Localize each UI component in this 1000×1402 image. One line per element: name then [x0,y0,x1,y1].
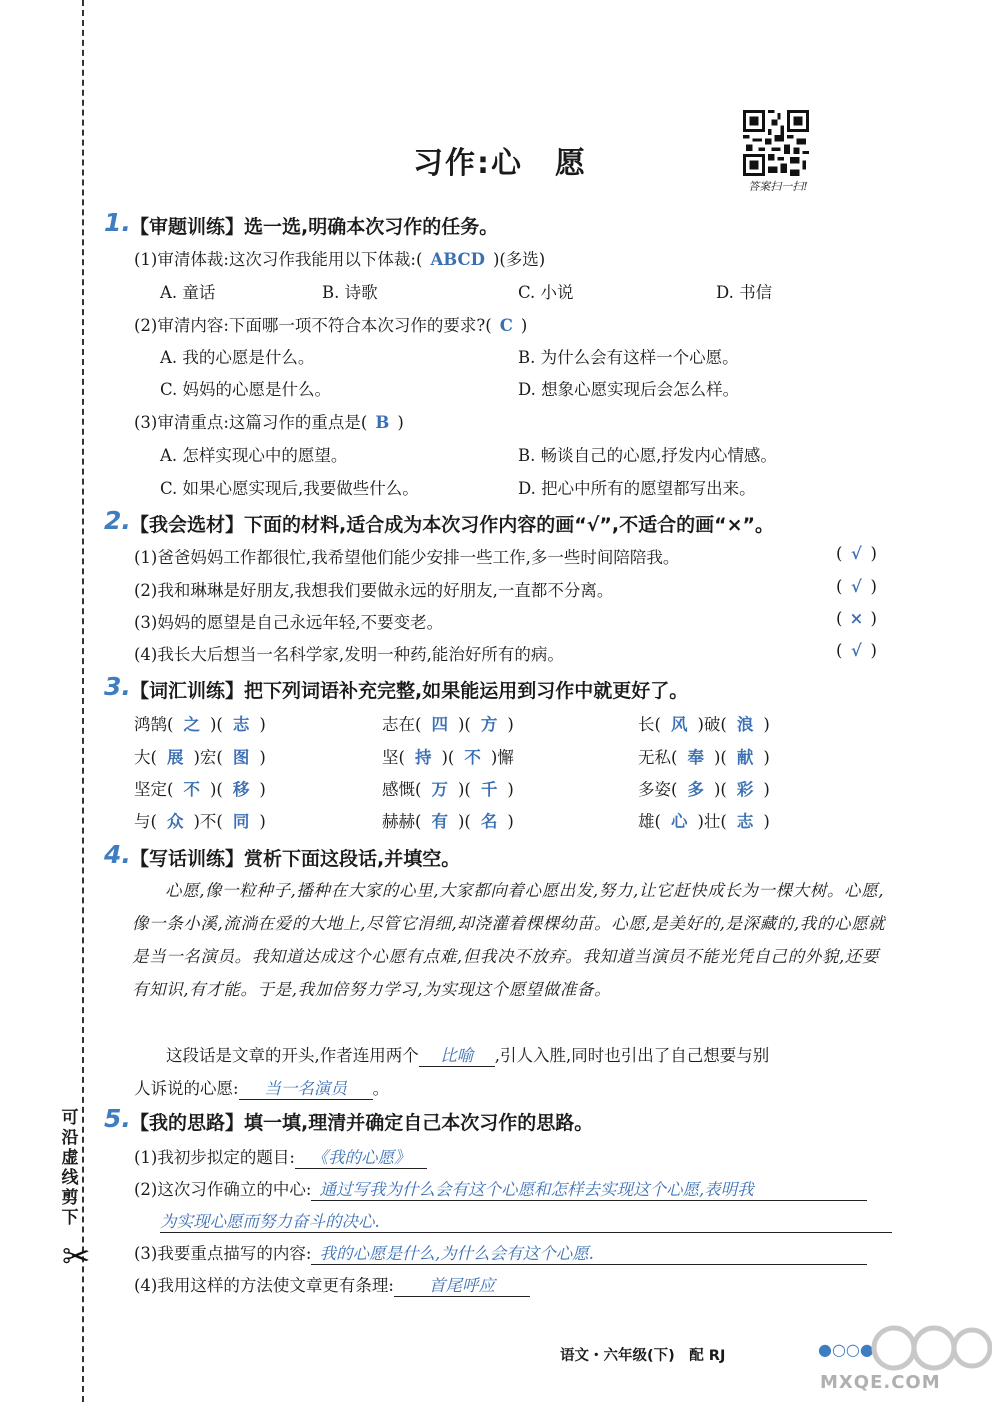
qr-code-icon[interactable] [743,110,809,176]
q1-sub2-opt-d: D. 想象心愿实现后会怎么样。 [518,380,740,399]
q3-word-r1c2: 志在( 四 )( 方 ) [382,715,514,734]
q1-number: 1. [104,208,131,237]
q3-word-r3c3: 多姿( 多 )( 彩 ) [638,780,770,799]
q5-item-4: (4)我用这样的方法使文章更有条理: 首尾呼应 [134,1272,530,1297]
q4-answer-a: 比喻 [419,1042,495,1067]
q1-sub3-opt-a: A. 怎样实现心中的愿望。 [160,446,348,465]
q2-item-1: (1)爸爸妈妈工作都很忙,我希望他们能少安排一些工作,多一些时间陪陪我。 [134,548,680,567]
q1-sub1-opt-c: C. 小说 [518,283,574,302]
q5-item-2: (2)这次习作确立的中心: 通过写我为什么会有这个心愿和怎样去实现这个心愿,表明我 [134,1176,867,1201]
q5-number: 5. [104,1104,131,1133]
q3-word-r4c1: 与( 众 )不( 同 ) [134,812,266,831]
q5-answer-3: 我的心愿是什么,为什么会有这个心愿. [311,1240,867,1265]
q5-item-3: (3)我要重点描写的内容: 我的心愿是什么,为什么会有这个心愿. [134,1240,867,1265]
q4-heading: 【写话训练】赏析下面这段话,并填空。 [130,848,461,870]
q2-mark-1: ( √ ) [836,544,877,563]
q1-sub3-answer: B [375,413,390,432]
q2-heading: 【我会选材】下面的材料,适合成为本次习作内容的画“√”,不适合的画“×”。 [130,514,774,536]
q1-sub1-opt-d: D. 书信 [716,283,773,302]
footer-subject: 语文・六年级(下) 配 RJ [560,1348,726,1364]
q5-heading: 【我的思路】填一填,理清并确定自己本次习作的思路。 [130,1112,594,1134]
q3-word-r2c3: 无私( 奉 )( 献 ) [638,748,770,767]
q2-mark-4: ( √ ) [836,641,877,660]
q1-sub2-opt-c: C. 妈妈的心愿是什么。 [160,380,332,399]
q5-item-1: (1)我初步拟定的题目: 《我的心愿》 [134,1144,427,1169]
q1-sub3-opt-b: B. 畅谈自己的心愿,抒发内心情感。 [518,446,777,465]
q1-sub2-opt-a: A. 我的心愿是什么。 [160,348,315,367]
q1-sub3-opt-d: D. 把心中所有的愿望都写出来。 [518,479,756,498]
q2-number: 2. [104,506,131,535]
q3-number: 3. [104,672,131,701]
q2-item-2: (2)我和琳琳是好朋友,我想我们要做永远的好朋友,一直都不分离。 [134,581,614,600]
q2-item-4: (4)我长大后想当一名科学家,发明一种药,能治好所有的病。 [134,645,564,664]
q3-word-r3c2: 感慨( 万 )( 千 ) [382,780,514,799]
q1-sub1-answer: ABCD [430,250,485,269]
q3-word-r1c3: 长( 风 )破( 浪 ) [638,715,770,734]
q1-heading: 【审题训练】选一选,明确本次习作的任务。 [130,216,499,238]
q5-item-2-cont [160,1208,892,1233]
page-title: 习作:心 愿 [413,146,587,181]
q3-heading: 【词汇训练】把下列词语补充完整,如果能运用到习作中就更好了。 [130,680,689,702]
page-dots: ●○○● [818,1340,874,1359]
q2-mark-2: ( √ ) [836,577,877,596]
watermark-text: MXQE.COM [820,1372,941,1393]
q1-sub3: (3)审清重点:这篇习作的重点是( B ) [134,413,404,432]
q1-sub1-opt-b: B. 诗歌 [322,283,378,302]
q3-word-r2c2: 坚( 持 )( 不 )懈 [382,748,514,767]
q4-passage: 心愿,像一粒种子,播种在大家的心里,大家都向着心愿出发,努力,让它赶快成长为一棵大树。心愿,像一条小溪,流淌在爱的大地上,尽管它涓细,却浇灌着棵棵幼苗。心愿,是美好的,是深藏的,我的心愿就是当一名演员。我知道达成这个心愿有点难,但我决不放弃。我知道当演员不能光凭自己的外貌,还要有知识,有才能。于是,我加倍努力学习,为实现这个愿望做准备。 [132,881,886,999]
q1-sub2-opt-b: B. 为什么会有这样一个心愿。 [518,348,739,367]
q2-item-3: (3)妈妈的愿望是自己永远年轻,不要变老。 [134,613,444,632]
cut-label: 可 沿 虚 线 剪 下 [61,1108,79,1228]
q1-sub2-answer: C [499,316,513,335]
q4-fill-line-1: 这段话是文章的开头,作者连用两个 比喻 ,引人入胜,同时也引出了自己想要与别 [166,1042,769,1067]
q3-word-r2c1: 大( 展 )宏( 图 ) [134,748,266,767]
q3-word-r3c1: 坚定( 不 )( 移 ) [134,780,266,799]
q4-fill-line-2: 人诉说的心愿: 当一名演员 。 [134,1075,389,1100]
cut-dashed-line [82,0,84,1402]
q4-answer-b: 当一名演员 [239,1075,373,1100]
q5-answer-4: 首尾呼应 [394,1272,530,1297]
q1-sub3-opt-c: C. 如果心愿实现后,我要做些什么。 [160,479,419,498]
q4-number: 4. [104,840,131,869]
q1-sub1-opt-a: A. 童话 [160,283,216,302]
qr-caption: 答案扫一扫! [748,180,808,193]
q3-word-r4c2: 赫赫( 有 )( 名 ) [382,812,514,831]
q3-word-r4c3: 雄( 心 )壮( 志 ) [638,812,770,831]
q5-answer-1: 《我的心愿》 [295,1144,427,1169]
q2-mark-3: ( × ) [836,609,877,628]
q5-answer-2b: 为实现心愿而努力奋斗的决心. [160,1208,892,1233]
q1-sub1: (1)审清体裁:这次习作我能用以下体裁:( ABCD )(多选) [134,250,546,269]
q3-word-r1c1: 鸿鹄( 之 )( 志 ) [134,715,266,734]
q5-answer-2a: 通过写我为什么会有这个心愿和怎样去实现这个心愿,表明我 [311,1176,867,1201]
scissors-icon: ✂ [62,1237,91,1277]
q1-sub2: (2)审清内容:下面哪一项不符合本次习作的要求?( C ) [134,316,528,335]
